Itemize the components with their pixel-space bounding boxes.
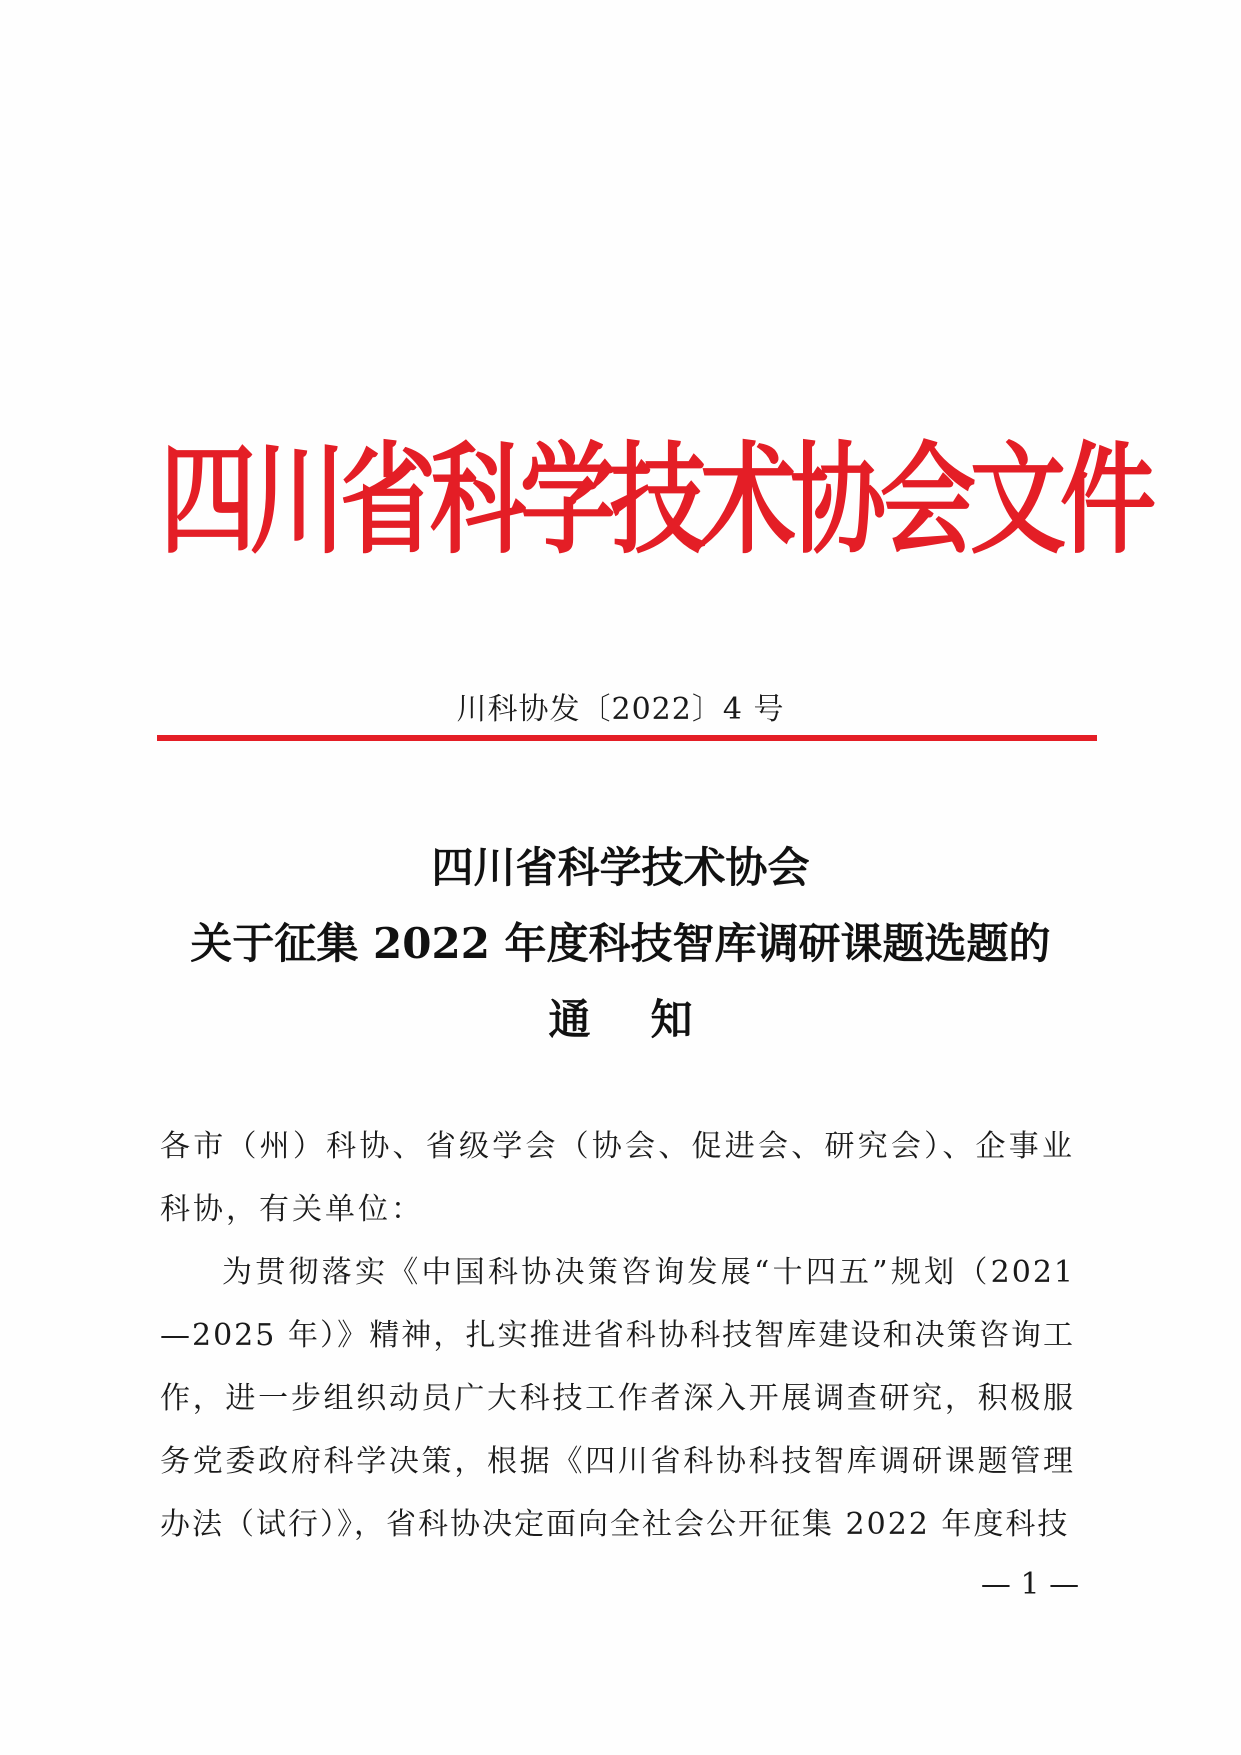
title-line-subject: 关于征集 2022 年度科技智库调研课题选题的 — [190, 919, 1051, 968]
document-number: 川科协发〔2022〕4 号 — [456, 692, 785, 727]
addressee-paragraph: 各市（州）科协、省级学会（协会、促进会、研究会）、企事业科协，有关单位： — [160, 1129, 1075, 1227]
body-paragraph: 为贯彻落实《中国科协决策咨询发展“十四五”规划（2021—2025 年）》精神，扎实推进省科协科技智库建设和决策咨询工作，进一步组织动员广大科技工作者深入开展调查研究，积极服务党委政府科学决策，根据《四川省科协科技智库调研课题管理办法（试行）》，省科协决定面向全社会公开征集 2022 年度科技 — [160, 1255, 1075, 1542]
document-body — [160, 1115, 1075, 1556]
page-number: — 1 — — [980, 1567, 1080, 1602]
title-line-organization: 四川省科学技术协会 — [431, 843, 810, 892]
title-line-notice: 通知 — [548, 995, 753, 1044]
document-masthead: 四川省科学技术协会文件 — [160, 430, 1150, 570]
red-divider-line — [157, 735, 1097, 741]
notice-title — [0, 830, 1241, 1058]
